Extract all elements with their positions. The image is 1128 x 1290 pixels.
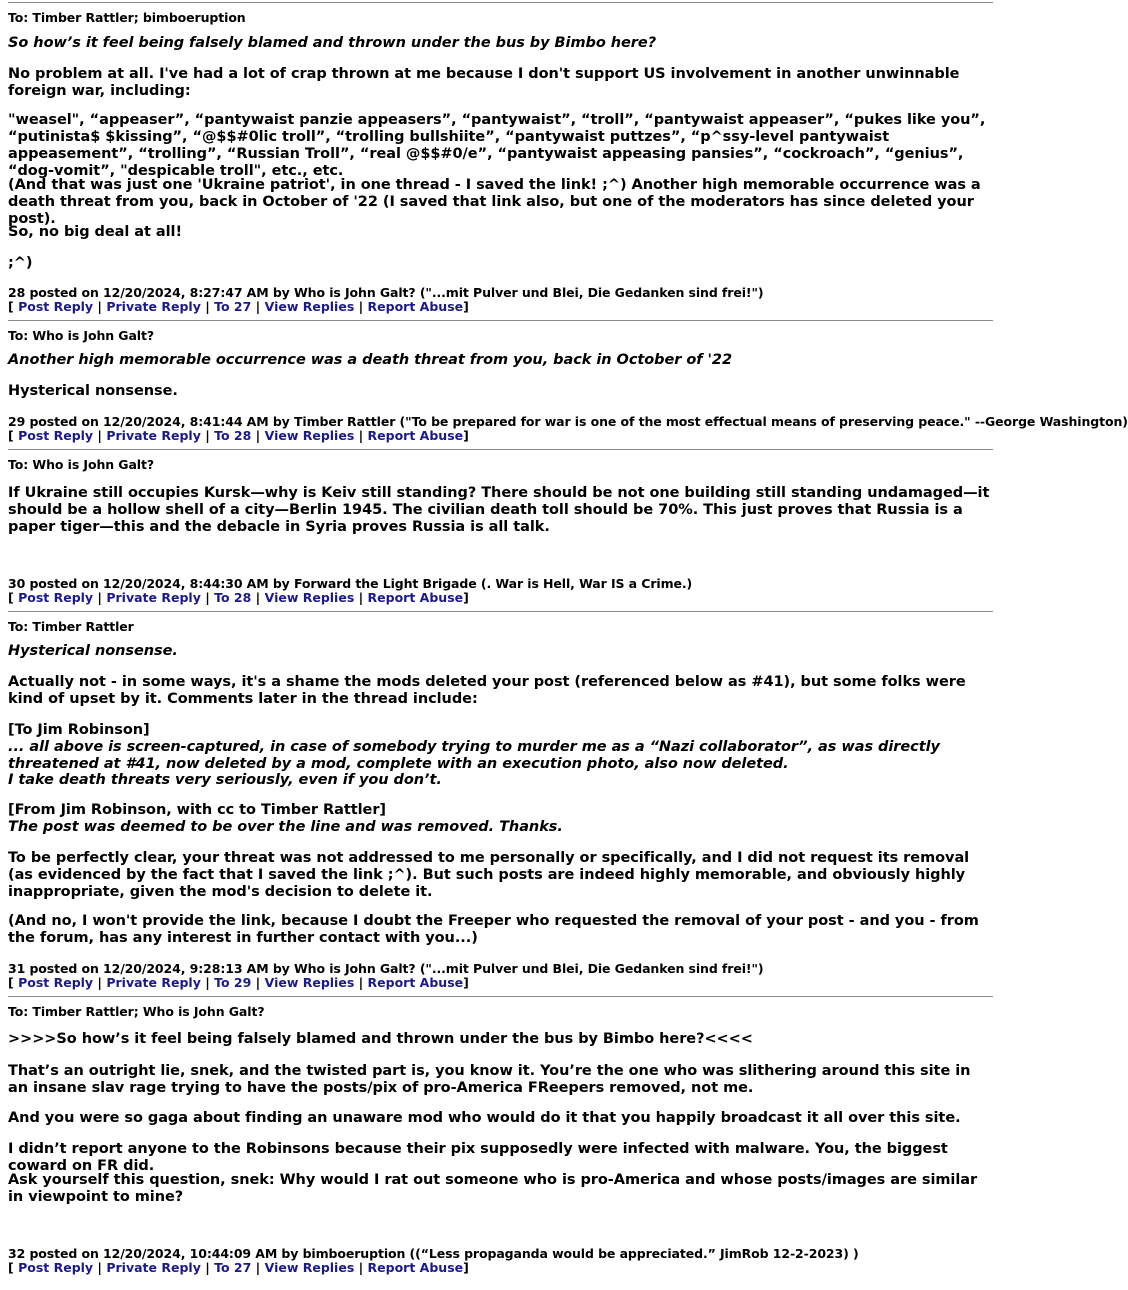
- quoted-text: So how’s it feel being falsely blamed and thrown under the bus by Bimbo here?: [8, 35, 657, 51]
- post-paragraph: Hysterical nonsense.: [8, 383, 178, 399]
- post-paragraph: No problem at all. I've had a lot of crap thrown at me because I don't support US involvement in another unwinnable foreign war, including:: [8, 66, 960, 99]
- post-divider: [8, 2, 993, 3]
- post-paragraph: And you were so gaga about finding an unaware mod who would do it that you happily broadcast it all over this site.: [8, 1110, 961, 1126]
- post-recipients: To: Who is John Galt?: [8, 328, 155, 343]
- post-actions: [ Post Reply | Private Reply | To 27 | View Replies | Report Abuse]: [8, 299, 469, 314]
- post-divider: [8, 611, 993, 612]
- post-paragraph: Actually not - in some ways, it's a shame the mods deleted your post (referenced below as #41), but some folks were kind of upset by it. Comments later in the thread include:: [8, 674, 966, 707]
- quoted-text: Another high memorable occurrence was a death threat from you, back in October of '22: [8, 352, 733, 368]
- post-divider: [8, 996, 993, 997]
- post-meta: 30 posted on 12/20/2024, 8:44:30 AM by Forward the Light Brigade (. War is Hell, War IS a Crime.): [8, 576, 693, 591]
- report-abuse-link[interactable]: Report Abuse: [367, 975, 464, 990]
- private-reply-link[interactable]: Private Reply: [106, 1260, 201, 1275]
- post-reply-link[interactable]: Post Reply: [18, 428, 94, 443]
- post-paragraph: ;^): [8, 255, 33, 271]
- post-actions: [ Post Reply | Private Reply | To 28 | View Replies | Report Abuse]: [8, 590, 469, 605]
- post-paragraph: [To Jim Robinson]: [8, 722, 150, 738]
- report-abuse-link[interactable]: Report Abuse: [367, 1260, 464, 1275]
- to-post-link[interactable]: To 28: [214, 428, 252, 443]
- post-paragraph: (And no, I won't provide the link, because I doubt the Freeper who requested the removal of your post - and you - from the forum, has any interest in further contact with you...): [8, 913, 979, 946]
- post-divider: [8, 320, 993, 321]
- to-post-link[interactable]: To 27: [214, 299, 252, 314]
- to-post-link[interactable]: To 29: [214, 975, 252, 990]
- post-paragraph: I didn’t report anyone to the Robinsons because their pix supposedly were infected with malware. You, the biggest coward on FR did.: [8, 1141, 948, 1174]
- post-paragraph: To be perfectly clear, your threat was not addressed to me personally or specifically, and I did not request its removal (as evidenced by the fact that I saved the link ;^). But such posts are indeed highly memorable, and obviously highly inappropriate, given the mod's decision to delete it.: [8, 850, 970, 900]
- private-reply-link[interactable]: Private Reply: [106, 428, 201, 443]
- post-meta: 29 posted on 12/20/2024, 8:41:44 AM by Timber Rattler ("To be prepared for war is one of the most effectual means of preserving peace." --George Washington): [8, 414, 1128, 429]
- quoted-text: I take death threats very seriously, even if you don’t.: [8, 772, 442, 788]
- quoted-text: Hysterical nonsense.: [8, 643, 178, 659]
- report-abuse-link[interactable]: Report Abuse: [367, 428, 464, 443]
- report-abuse-link[interactable]: Report Abuse: [367, 299, 464, 314]
- post-paragraph: Ask yourself this question, snek: Why would I rat out someone who is pro-America and whose posts/images are similar in viewpoint to mine?: [8, 1172, 978, 1205]
- to-post-link[interactable]: To 27: [214, 1260, 252, 1275]
- post-divider: [8, 449, 993, 450]
- private-reply-link[interactable]: Private Reply: [106, 975, 201, 990]
- post-reply-link[interactable]: Post Reply: [18, 1260, 94, 1275]
- post-meta: 32 posted on 12/20/2024, 10:44:09 AM by bimboeruption ((“Less propaganda would be appreciated.” JimRob 12-2-2023) ): [8, 1246, 859, 1261]
- post-paragraph: >>>>So how’s it feel being falsely blamed and thrown under the bus by Bimbo here?<<<<: [8, 1031, 753, 1047]
- post-recipients: To: Timber Rattler: [8, 619, 134, 634]
- post-paragraph: [From Jim Robinson, with cc to Timber Rattler]: [8, 802, 386, 818]
- view-replies-link[interactable]: View Replies: [264, 590, 355, 605]
- post-reply-link[interactable]: Post Reply: [18, 590, 94, 605]
- report-abuse-link[interactable]: Report Abuse: [367, 590, 464, 605]
- post-recipients: To: Who is John Galt?: [8, 457, 155, 472]
- view-replies-link[interactable]: View Replies: [264, 975, 355, 990]
- post-paragraph: "weasel", “appeaser”, “pantywaist panzie appeasers”, “pantywaist”, “troll”, “pantywaist appeaser”, “pukes like you”, “putinista$ $kissing”, “@$$#0lic troll”, “trolling bullshiite”, “pantywaist puttzes”, “p^ssy-level pantywaist appeasement”, “trolling”, “Russian Troll”, “real @$$#0/e”, “pantywaist appeasing pansies”, “cockroach”, “genius”, “dog-vomit”, "despicable troll", etc., etc.: [8, 112, 986, 179]
- post-paragraph: So, no big deal at all!: [8, 224, 183, 240]
- private-reply-link[interactable]: Private Reply: [106, 590, 201, 605]
- post-recipients: To: Timber Rattler; bimboeruption: [8, 10, 246, 25]
- post-actions: [ Post Reply | Private Reply | To 27 | View Replies | Report Abuse]: [8, 1260, 469, 1275]
- post-paragraph: That’s an outright lie, snek, and the twisted part is, you know it. You’re the one who was slithering around this site in an insane slav rage trying to have the posts/pix of pro-America FReepers removed, not me.: [8, 1063, 971, 1096]
- post-actions: [ Post Reply | Private Reply | To 28 | View Replies | Report Abuse]: [8, 428, 469, 443]
- view-replies-link[interactable]: View Replies: [264, 299, 355, 314]
- post-meta: 28 posted on 12/20/2024, 8:27:47 AM by Who is John Galt? ("...mit Pulver und Blei, Die Gedanken sind frei!"): [8, 285, 764, 300]
- post-paragraph: If Ukraine still occupies Kursk—why is Keiv still standing? There should be not one building still standing undamaged—it should be a hollow shell of a city—Berlin 1945. The civilian death toll should be 70%. This just proves that Russia is a paper tiger—this and the debacle in Syria proves Russia is all talk.: [8, 485, 990, 535]
- post-recipients: To: Timber Rattler; Who is John Galt?: [8, 1004, 265, 1019]
- quoted-text: ... all above is screen-captured, in case of somebody trying to murder me as a “Nazi collaborator”, as was directly threatened at #41, now deleted by a mod, complete with an execution photo, also now deleted.: [8, 739, 940, 772]
- post-paragraph: (And that was just one 'Ukraine patriot', in one thread - I saved the link! ;^) Another high memorable occurrence was a death threat from you, back in October of '22 (I saved that link also, but one of the moderators has since deleted your post).: [8, 177, 981, 227]
- view-replies-link[interactable]: View Replies: [264, 428, 355, 443]
- quoted-text: The post was deemed to be over the line and was removed. Thanks.: [8, 819, 563, 835]
- post-actions: [ Post Reply | Private Reply | To 29 | View Replies | Report Abuse]: [8, 975, 469, 990]
- post-meta: 31 posted on 12/20/2024, 9:28:13 AM by Who is John Galt? ("...mit Pulver und Blei, Die Gedanken sind frei!"): [8, 961, 764, 976]
- post-reply-link[interactable]: Post Reply: [18, 299, 94, 314]
- private-reply-link[interactable]: Private Reply: [106, 299, 201, 314]
- to-post-link[interactable]: To 28: [214, 590, 252, 605]
- post-reply-link[interactable]: Post Reply: [18, 975, 94, 990]
- view-replies-link[interactable]: View Replies: [264, 1260, 355, 1275]
